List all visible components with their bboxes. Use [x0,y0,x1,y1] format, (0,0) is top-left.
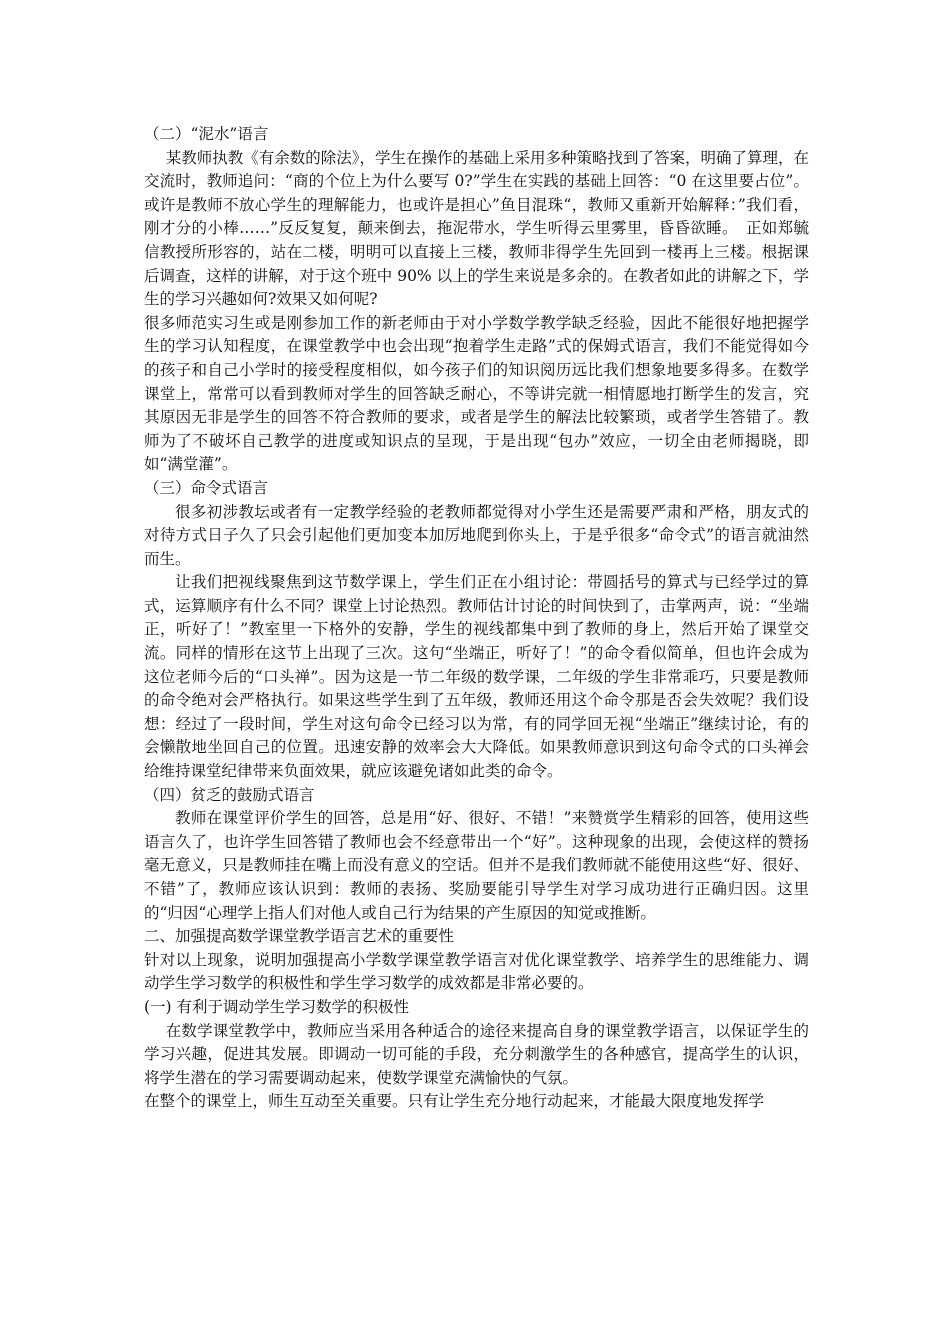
paragraph-command-example: 让我们把视线聚焦到这节数学课上，学生们正在小组讨论：带圆括号的算式与已经学过的算式，运算顺序有什么不同？课堂上讨论热烈。教师估计讨论的时间快到了，击掌两声，说：“坐端正，听好了！”教室里一下格外的安静，学生的视线都集中到了教师的身上，然后开始了课堂交流。同样的情形在这节上出现了三次。这句“坐端正，听好了！”的命令看似简单，但也许会成为这位老师今后的“口头禅”。因为这是一节二年级的数学课，二年级的学生非常乖巧，只要是教师的命令绝对会严格执行。如果这些学生到了五年级，教师还用这个命令那是否会失效呢？我们设想：经过了一段时间，学生对这句命令已经习以为常，有的同学回无视“坐端正”继续讨论，有的会懒散地坐回自己的位置。迅速安静的效率会大大降低。如果教师意识到这句命令式的口头禅会给维持课堂纪律带来负面效果，就应该避免诸如此类的命令。 [144,573,809,781]
subsection-heading-motivation: (一) 有利于调动学生学习数学的积极性 [144,997,410,1016]
section-heading-poor-encouragement: （四）贫乏的鼓励式语言 [144,785,315,804]
paragraph-encouragement: 教师在课堂评价学生的回答，总是用“好、很好、不错！”来赞赏学生精彩的回答，使用这些语言久了，也许学生回答错了教师也会不经意带出一个“好”。这种现象的出现，会使这样的赞扬毫无意义，只是教师挂在嘴上而没有意义的空话。但并不是我们教师就不能使用这些“好、很好、不错”了，教师应该认识到：教师的表扬、奖励要能引导学生对学习成功进行正确归因。这里的“归因“心理学上指人们对他人或自己行为结果的产生原因的知觉或推断。 [144,809,809,922]
paragraph-mud-example: 某教师执教《有余数的除法》，学生在操作的基础上采用多种策略找到了答案，明确了算理，在交流时，教师追问：“商的个位上为什么要写 0?”学生在实践的基础上回答：“0 在这里要占位”。或许是教师不放心学生的理解能力，也或许是担心”鱼目混珠“，教师又重新开始解释：”我们看，刚才分的小棒……”反反复复，颠来倒去，拖泥带水，学生听得云里雾里，昏昏欲睡。 正如郑毓信教授所形容的，站在二楼，明明可以直接上三楼，教师非得学生先回到一楼再上三楼。根据课后调查，这样的讲解，对于这个班中 90% 以上的学生来说是多余的。在教者如此的讲解之下，学生的学习兴趣如何?效果又如何呢? [144,148,809,309]
section-heading-mud-language: （二）“泥水”语言 [144,125,269,143]
paragraph-command-intro: 很多初涉教坛或者有一定教学经验的老教师都觉得对小学生还是需要严肃和严格，朋友式的对待方式日子久了只会引起他们更加变本加厉地爬到你头上，于是乎很多“命令式”的语言就油然而生。 [144,502,809,568]
document-page [144,123,809,1114]
section-heading-importance: 二、加强提高数学课堂教学语言艺术的重要性 [144,927,455,946]
paragraph-importance: 针对以上现象，说明加强提高小学数学课堂教学语言对优化课堂教学、培养学生的思维能力、调动学生学习数学的积极性和学生学习数学的成效都是非常必要的。 [144,950,809,993]
paragraph-interaction: 在整个的课堂上，师生互动至关重要。只有让学生充分地行动起来，才能最大限度地发挥学 [144,1092,765,1111]
paragraph-new-teachers: 很多师范实习生或是刚参加工作的新老师由于对小学数学教学缺乏经验，因此不能很好地把握学生的学习认知程度，在课堂教学中也会出现“抱着学生走路”式的保姆式语言，我们不能觉得如今的孩子和自己小学时的接受程度相似，如今孩子们的知识阅历远比我们想象地要多得多。在数学课堂上，常常可以看到教师对学生的回答缺乏耐心，不等讲完就一相情愿地打断学生的发言，究其原因无非是学生的回答不符合教师的要求，或者是学生的解法比较繁琐，或者学生答错了。教师为了不破坏自己教学的进度或知识点的呈现，于是出现“包办”效应，一切全由老师揭晓，即如“满堂灌”。 [144,313,809,474]
section-heading-command-language: （三）命令式语言 [144,478,269,497]
paragraph-motivation: 在数学课堂教学中，教师应当采用各种适合的途径来提高自身的课堂教学语言，以保证学生的学习兴趣，促进其发展。即调动一切可能的手段，充分刺激学生的各种感官，提高学生的认识，将学生潜在的学习需要调动起来，使数学课堂充满愉快的气氛。 [144,1021,809,1087]
